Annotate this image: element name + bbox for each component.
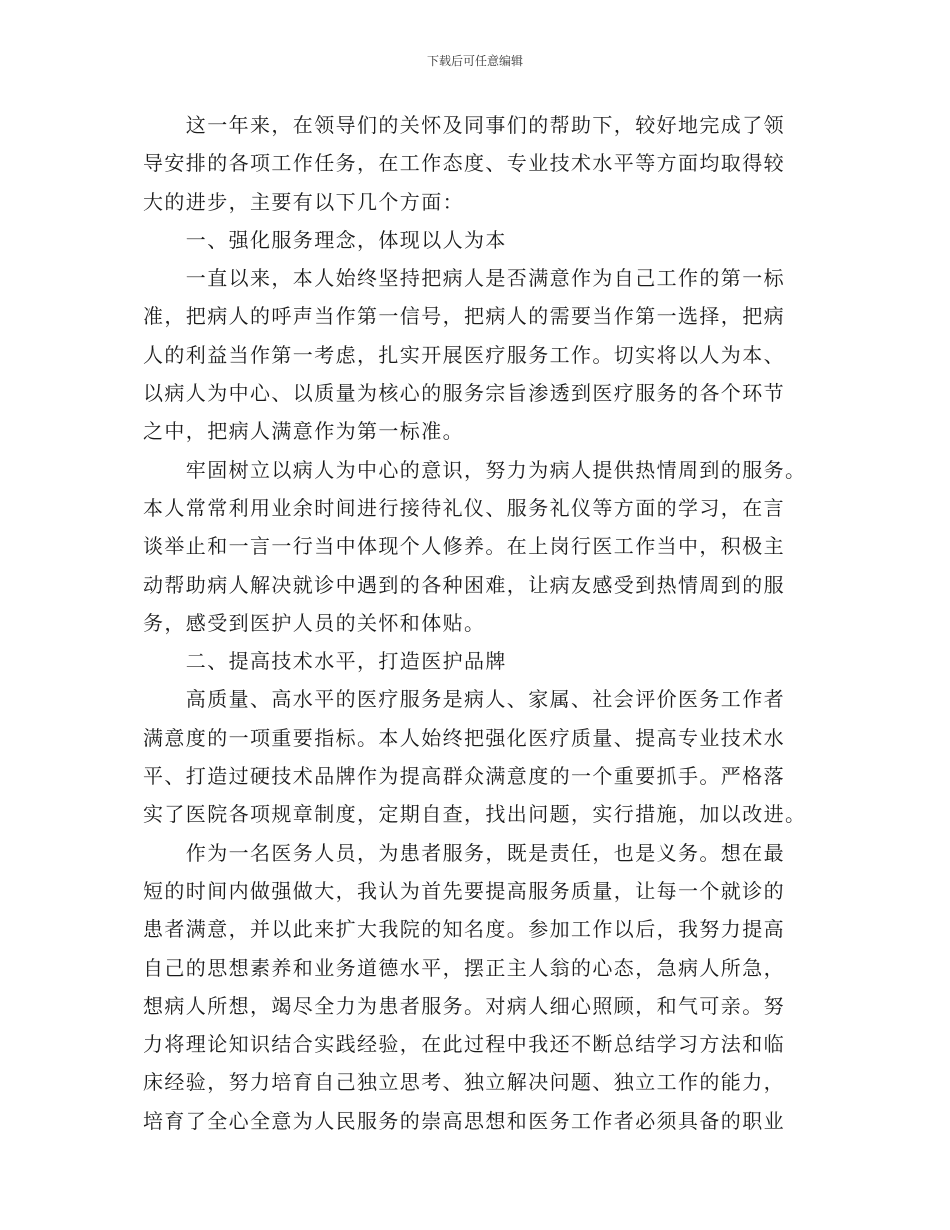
text-line: 作为一名医务人员，为患者服务，既是责任，也是义务。想在最 <box>143 840 785 865</box>
text-line: 之中，把病人满意作为第一标准。 <box>143 419 464 444</box>
text-line: 本人常常利用业余时间进行接待礼仪、服务礼仪等方面的学习，在言 <box>143 495 785 520</box>
text-line: 培育了全心全意为人民服务的崇高思想和医务工作者必须具备的职业 <box>143 1108 785 1133</box>
text-line: 高质量、高水平的医疗服务是病人、家属、社会评价医务工作者 <box>143 687 785 712</box>
text-line: 这一年来，在领导们的关怀及同事们的帮助下，较好地完成了领 <box>143 113 785 137</box>
text-line: 务，感受到医护人员的关怀和体贴。 <box>143 610 486 635</box>
text-line: 满意度的一项重要指标。本人始终把强化医疗质量、提高专业技术水 <box>143 725 785 750</box>
document-body <box>143 106 807 1140</box>
text-line: 谈举止和一言一行当中体现个人修养。在上岗行医工作当中，积极主 <box>143 534 785 559</box>
text-line: 大的进步，主要有以下几个方面： <box>143 189 464 214</box>
page-header: 下载后可任意编辑 <box>426 54 523 68</box>
text-line: 床经验，努力培育自己独立思考、独立解决问题、独立工作的能力， <box>143 1070 785 1095</box>
text-line: 力将理论知识结合实践经验，在此过程中我还不断总结学习方法和临 <box>143 1032 785 1057</box>
text-line: 人的利益当作第一考虑，扎实开展医疗服务工作。切实将以人为本、 <box>143 342 785 367</box>
text-line: 患者满意，并以此来扩大我院的知名度。参加工作以后，我努力提高 <box>143 917 785 942</box>
text-line: 自己的思想素养和业务道德水平，摆正主人翁的心态，急病人所急， <box>143 955 785 980</box>
text-line: 平、打造过硬技术品牌作为提高群众满意度的一个重要抓手。严格落 <box>143 764 785 789</box>
text-line: 想病人所想，竭尽全力为患者服务。对病人细心照顾，和气可亲。努 <box>143 993 785 1018</box>
text-line: 一直以来，本人始终坚持把病人是否满意作为自己工作的第一标 <box>143 266 785 291</box>
text-line: 准，把病人的呼声当作第一信号，把病人的需要当作第一选择，把病 <box>143 304 785 329</box>
text-line: 实了医院各项规章制度，定期自查，找出问题，实行措施，加以改进。 <box>143 802 807 827</box>
section-heading-1: 一、强化服务理念，体现以人为本 <box>143 227 507 252</box>
text-line: 导安排的各项工作任务，在工作态度、专业技术水平等方面均取得较 <box>143 151 785 176</box>
text-line: 牢固树立以病人为中心的意识，努力为病人提供热情周到的服务。 <box>143 457 807 482</box>
text-line: 以病人为中心、以质量为核心的服务宗旨渗透到医疗服务的各个环节 <box>143 381 785 406</box>
text-line: 动帮助病人解决就诊中遇到的各种困难，让病友感受到热情周到的服 <box>143 572 785 597</box>
text-line: 短的时间内做强做大，我认为首先要提高服务质量，让每一个就诊的 <box>143 878 785 903</box>
section-heading-2: 二、提高技术水平，打造医护品牌 <box>143 649 507 674</box>
